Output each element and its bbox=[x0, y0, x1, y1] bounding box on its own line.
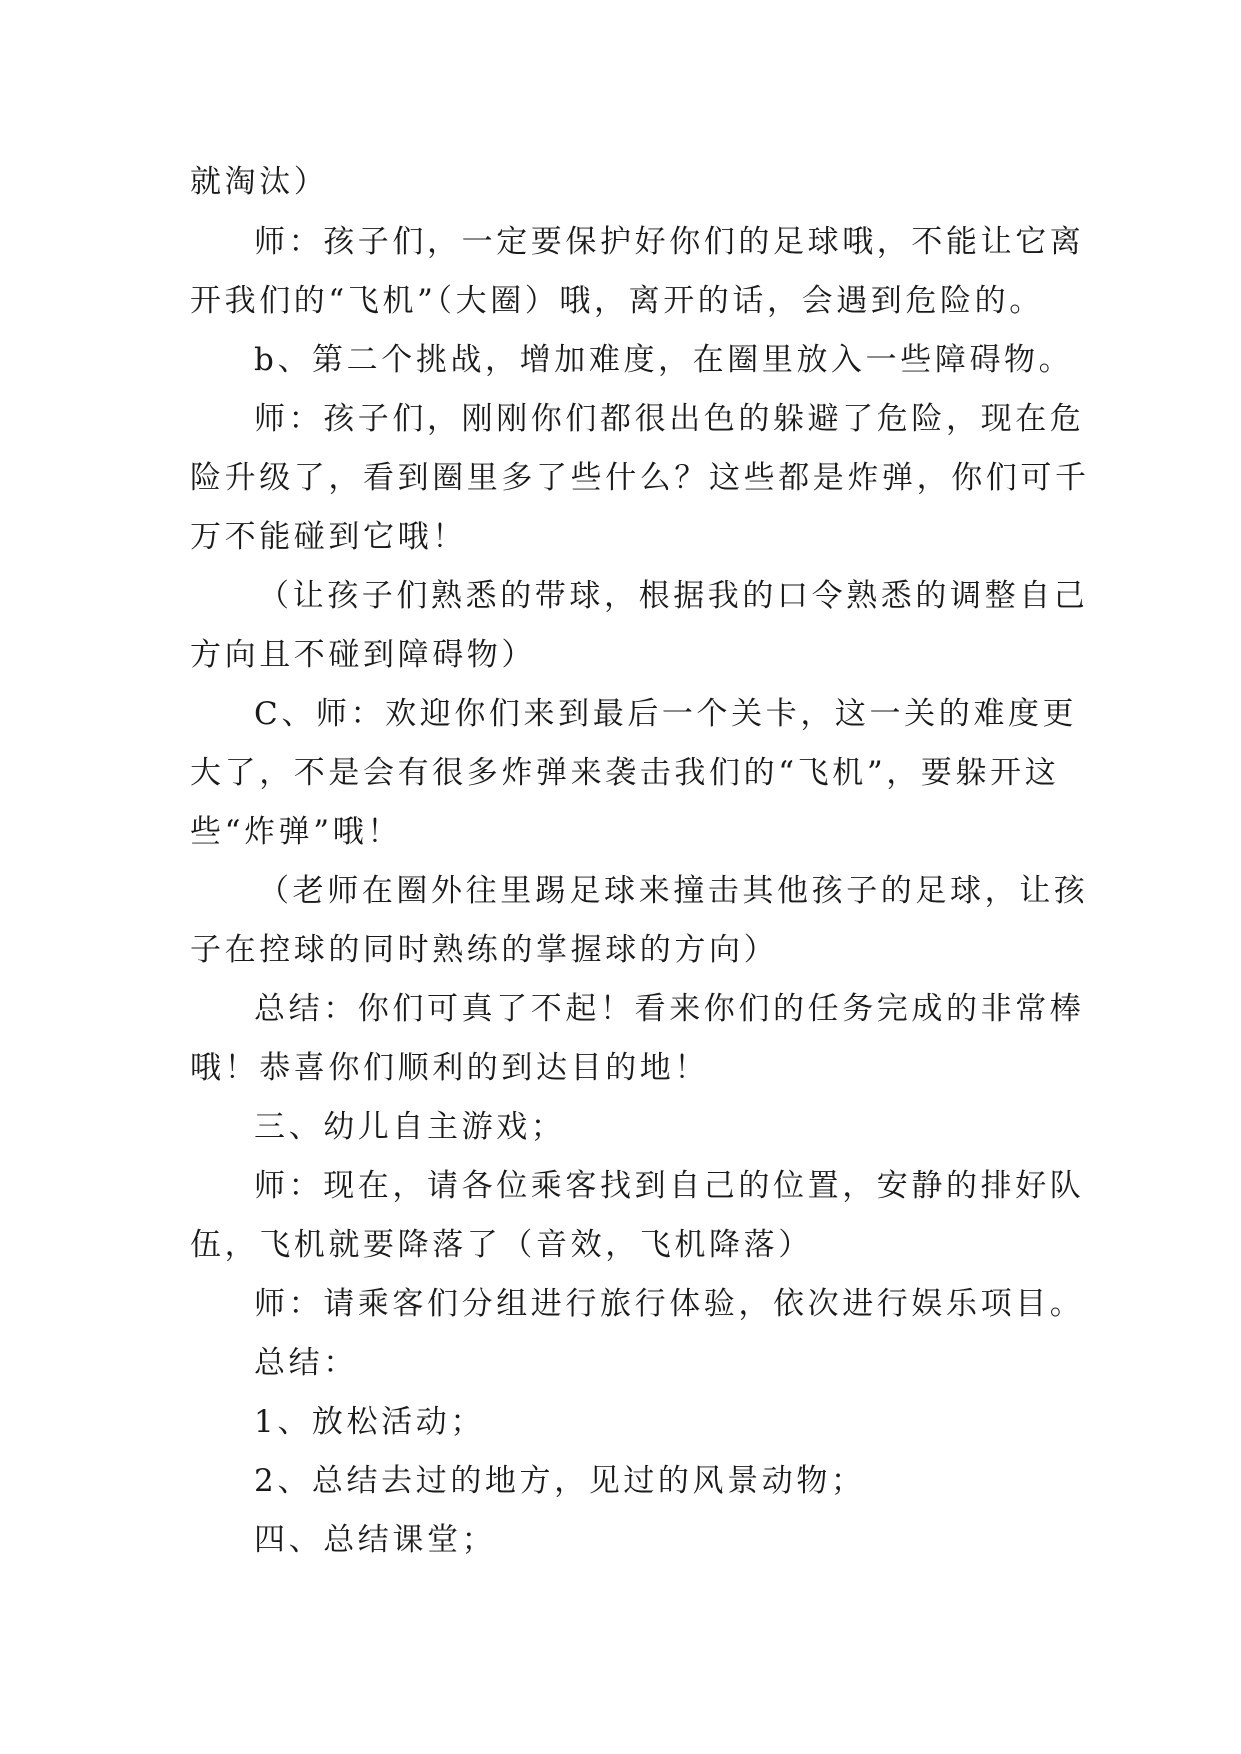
text-line-11: 大了，不是会有很多炸弹来袭击我们的“飞机”，要躲开这 bbox=[190, 755, 1060, 791]
text-line-7: 万不能碰到它哦！ bbox=[190, 519, 467, 555]
text-line-10: C、师：欢迎你们来到最后一个关卡，这一关的难度更 bbox=[254, 696, 1078, 732]
text-line-21: 总结： bbox=[254, 1345, 358, 1381]
text-line-6: 险升级了，看到圈里多了些什么？这些都是炸弹，你们可千 bbox=[190, 460, 1090, 496]
text-line-13: （老师在圈外往里踢足球来撞击其他孩子的足球，让孩 bbox=[258, 873, 1089, 909]
text-line-22: 1、放松活动； bbox=[254, 1404, 485, 1440]
text-line-4: b、第二个挑战，增加难度，在圈里放入一些障碍物。 bbox=[254, 342, 1074, 378]
text-line-24: 四、总结课堂； bbox=[254, 1522, 497, 1558]
text-line-19: 伍，飞机就要降落了（音效，飞机降落） bbox=[190, 1227, 813, 1263]
text-line-5: 师：孩子们，刚刚你们都很出色的躲避了危险，现在危 bbox=[254, 401, 1085, 437]
text-line-18: 师：现在，请各位乘客找到自己的位置，安静的排好队 bbox=[254, 1168, 1085, 1204]
text-line-23: 2、总结去过的地方，见过的风景动物； bbox=[254, 1463, 866, 1499]
text-line-3: 开我们的“飞机”（大圈）哦，离开的话，会遇到危险的。 bbox=[190, 283, 1044, 319]
text-line-12: 些“炸弹”哦！ bbox=[190, 814, 402, 850]
text-line-2: 师：孩子们，一定要保护好你们的足球哦，不能让它离 bbox=[254, 224, 1085, 260]
text-line-17: 三、幼儿自主游戏； bbox=[254, 1109, 566, 1145]
text-line-16: 哦！恭喜你们顺利的到达目的地！ bbox=[190, 1050, 709, 1086]
text-line-15: 总结：你们可真了不起！看来你们的任务完成的非常棒 bbox=[254, 991, 1085, 1027]
text-line-1: 就淘汰） bbox=[190, 164, 329, 200]
text-line-14: 子在控球的同时熟练的掌握球的方向） bbox=[190, 932, 779, 968]
text-line-20: 师：请乘客们分组进行旅行体验，依次进行娱乐项目。 bbox=[254, 1286, 1085, 1322]
text-line-9: 方向且不碰到障碍物） bbox=[190, 637, 536, 673]
text-line-8: （让孩子们熟悉的带球，根据我的口令熟悉的调整自己 bbox=[258, 578, 1089, 614]
